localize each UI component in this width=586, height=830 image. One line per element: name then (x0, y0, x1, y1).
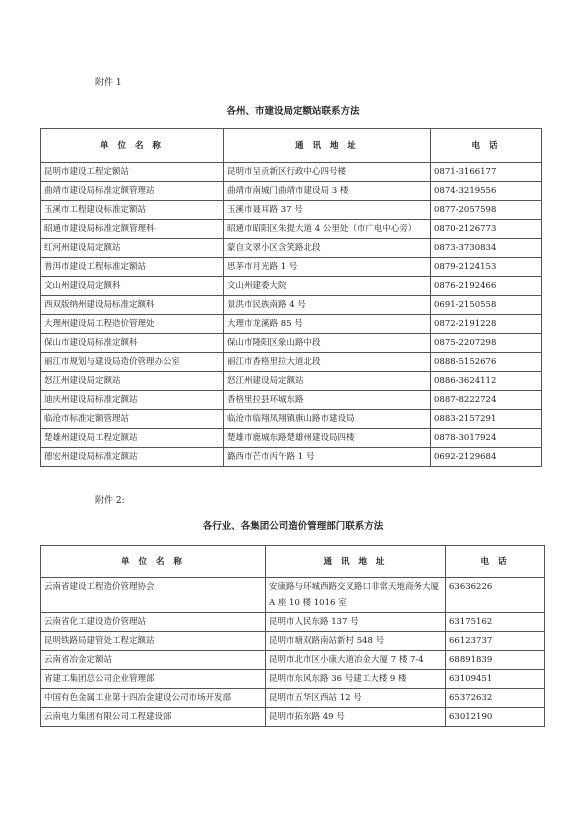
address-cell: 大理市龙溪路 85 号 (224, 315, 431, 334)
table-header-row (41, 546, 545, 578)
table-row (41, 689, 545, 708)
unit-name-cell: 曲靖市建设局标准定额管理站 (41, 182, 224, 201)
phone-cell: 0875-2207298 (431, 334, 542, 353)
unit-name-cell: 迪庆州建设局标准定额站 (41, 391, 224, 410)
phone-cell: 63109451 (446, 670, 545, 689)
column-header-phone: 电 话 (431, 129, 542, 163)
table-row (41, 391, 542, 410)
unit-name-cell: 昆明市建设工程定额站 (41, 163, 224, 182)
unit-name-cell: 德宏州建设局标准定额站 (41, 448, 224, 467)
address-cell: 昆明市塘双路南站新村 548 号 (266, 632, 446, 651)
address-cell: 楚雄市鹿城东路楚雄州建设局四楼 (224, 429, 431, 448)
phone-cell: 0887-8222724 (431, 391, 542, 410)
table-row (41, 334, 542, 353)
address-cell: 昆明市北市区小康大道冶金大厦 7 楼 7-4 (266, 651, 446, 670)
unit-name-cell: 云南省冶金定额站 (41, 651, 266, 670)
phone-cell: 0878-3017924 (431, 429, 542, 448)
unit-name-cell: 文山州建设局定额科 (41, 277, 224, 296)
unit-name-cell: 红河州建设局定额站 (41, 239, 224, 258)
address-cell: 昆明市拓东路 49 号 (266, 708, 446, 727)
table-row (41, 708, 545, 727)
unit-name-cell: 省建工集团总公司企业管理部 (41, 670, 266, 689)
phone-cell: 65372632 (446, 689, 545, 708)
column-header-address: 通 讯 地 址 (224, 129, 431, 163)
table-row (41, 429, 542, 448)
annex2-title: 各行业、各集团公司造价管理部门联系方法 (202, 521, 384, 532)
unit-name-cell: 大理州建设局工程造价管理处 (41, 315, 224, 334)
phone-cell: 0883-2157291 (431, 410, 542, 429)
table-row (41, 277, 542, 296)
address-cell: 昆明市人民东路 137 号 (266, 613, 446, 632)
address-cell: 潞西市芒市丙午路 1 号 (224, 448, 431, 467)
phone-cell: 0870-2126773 (431, 220, 542, 239)
phone-cell: 0874-3219556 (431, 182, 542, 201)
phone-cell: 68891839 (446, 651, 545, 670)
address-cell: 曲靖市南城门曲靖市建设局 3 楼 (224, 182, 431, 201)
address-cell: 香格里拉县环城东路 (224, 391, 431, 410)
phone-cell: 66123737 (446, 632, 545, 651)
unit-name-cell: 云南省建设工程造价管理协会 (41, 578, 266, 613)
table-row (41, 410, 542, 429)
table-row (41, 315, 542, 334)
unit-name-cell: 昭通市建设局标准定额管理科 (41, 220, 224, 239)
unit-name-cell: 临沧市标准定额管理站 (41, 410, 224, 429)
phone-cell: 0877-2057598 (431, 201, 542, 220)
table-row (41, 182, 542, 201)
address-cell: 文山州建委大院 (224, 277, 431, 296)
unit-name-cell: 云南电力集团有限公司工程建设部 (41, 708, 266, 727)
column-header-unit: 单 位 名 称 (41, 546, 266, 578)
table-row (41, 448, 542, 467)
address-cell: 怒江州建设局定额站 (224, 372, 431, 391)
unit-name-cell: 云南省化工建设造价管理站 (41, 613, 266, 632)
unit-name-cell: 丽江市规划与建设局造价管理办公室 (41, 353, 224, 372)
table-row (41, 239, 542, 258)
phone-cell: 63636226 (446, 578, 545, 613)
unit-name-cell: 怒江州建设局定额站 (41, 372, 224, 391)
phone-cell: 0871-3166177 (431, 163, 542, 182)
address-cell: 丽江市香格里拉大道北段 (224, 353, 431, 372)
phone-cell: 63175162 (446, 613, 545, 632)
table-row (41, 578, 545, 613)
address-cell: 昆明市呈贡新区行政中心四号楼 (224, 163, 431, 182)
unit-name-cell: 玉溪市工程建设标准定额站 (41, 201, 224, 220)
unit-name-cell: 保山市建设局标准定额科 (41, 334, 224, 353)
unit-name-cell: 西双版纳州建设局标准定额科 (41, 296, 224, 315)
annex2-label: 附件 2: (95, 496, 125, 506)
address-cell: 临沧市临翔凤翔镇旗山路市建设局 (224, 410, 431, 429)
phone-cell: 0691-2150558 (431, 296, 542, 315)
address-cell: 昆明市五华区西站 12 号 (266, 689, 446, 708)
table-row (41, 670, 545, 689)
phone-cell: 0879-2124153 (431, 258, 542, 277)
column-header-unit: 单 位 名 称 (41, 129, 224, 163)
phone-cell: 0876-2192466 (431, 277, 542, 296)
table-row (41, 296, 542, 315)
address-cell: 昭通市昭阳区朱提大道 4 公里处（市广电中心旁） (224, 220, 431, 239)
table-row (41, 201, 542, 220)
unit-name-cell: 中国有色金属工业第十四冶金建设公司市场开发部 (41, 689, 266, 708)
annex1-table (40, 128, 542, 467)
table-row (41, 353, 542, 372)
phone-cell: 63012190 (446, 708, 545, 727)
address-cell: 保山市隆阳区象山路中段 (224, 334, 431, 353)
phone-cell: 0886-3624112 (431, 372, 542, 391)
phone-cell: 0692-2129684 (431, 448, 542, 467)
address-cell: 蒙自文翠小区含笑路北段 (224, 239, 431, 258)
annex1-label: 附件 1 (95, 78, 122, 88)
annex1-title: 各州、市建设局定额站联系方法 (226, 106, 360, 117)
table-row (41, 632, 545, 651)
table-row (41, 163, 542, 182)
table-row (41, 372, 542, 391)
unit-name-cell: 普洱市建设工程标准定额站 (41, 258, 224, 277)
table-row (41, 220, 542, 239)
column-header-phone: 电 话 (446, 546, 545, 578)
address-cell: 昆明市东风东路 36 号建工大楼 9 楼 (266, 670, 446, 689)
address-cell: 思茅市月光路 1 号 (224, 258, 431, 277)
unit-name-cell: 楚雄州建设局工程定额站 (41, 429, 224, 448)
phone-cell: 0872-2191228 (431, 315, 542, 334)
column-header-address: 通 讯 地 址 (266, 546, 446, 578)
phone-cell: 0888-5152676 (431, 353, 542, 372)
table-header-row (41, 129, 542, 163)
annex2-table (40, 545, 545, 727)
address-cell: 安康路与环城西路交叉路口非常天地商务大厦 A 座 10 楼 1016 室 (266, 578, 446, 613)
table-row (41, 258, 542, 277)
phone-cell: 0873-3730834 (431, 239, 542, 258)
table-row (41, 651, 545, 670)
unit-name-cell: 昆明铁路局建管处工程定额站 (41, 632, 266, 651)
address-cell: 玉溪市聂耳路 37 号 (224, 201, 431, 220)
address-cell: 景洪市民族南路 4 号 (224, 296, 431, 315)
table-row (41, 613, 545, 632)
